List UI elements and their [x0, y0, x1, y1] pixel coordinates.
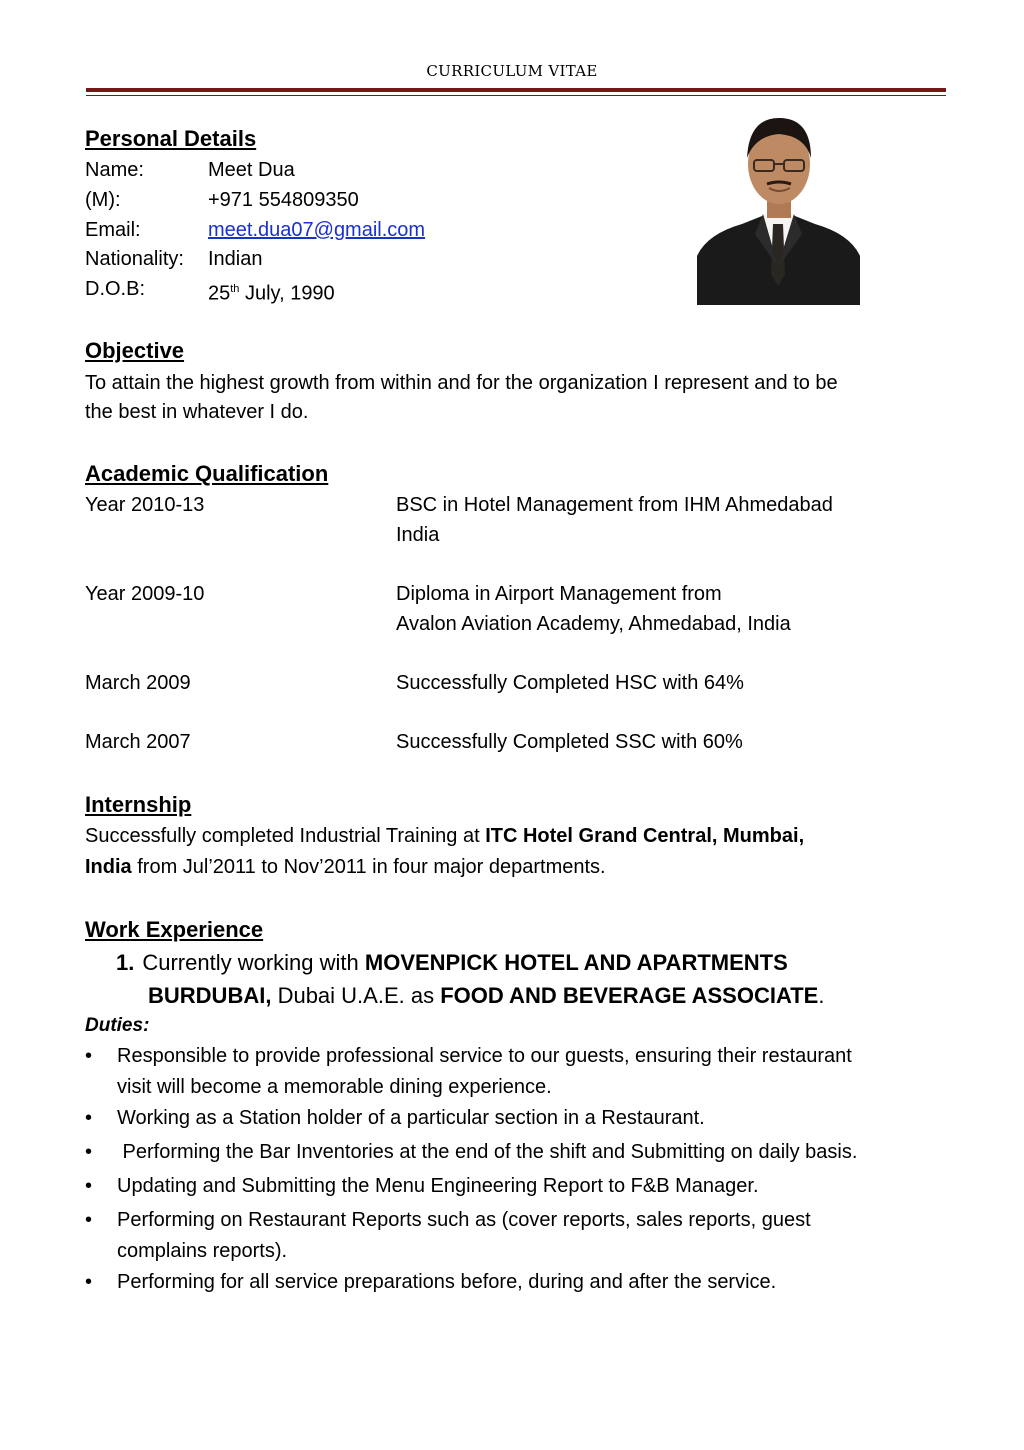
work-experience-heading: Work Experience	[85, 917, 264, 942]
work-item-text: Currently working with	[142, 950, 365, 975]
header-rule-thin	[86, 95, 946, 96]
objective-line-2: the best in whatever I do.	[85, 401, 309, 423]
duty-text: Working as a Station holder of a particular section in a Restaurant.	[117, 1107, 705, 1129]
work-item-location: BURDUBAI,	[148, 983, 272, 1008]
mobile-label: (M):	[85, 189, 121, 211]
document-title: CURRICULUM VITAE	[426, 62, 598, 80]
bullet-icon: •	[85, 1107, 93, 1129]
academic-desc: Diploma in Airport Management from	[396, 583, 722, 605]
internship-hotel: ITC Hotel Grand Central, Mumbai,	[485, 825, 805, 847]
internship-line-1	[85, 825, 804, 848]
duty-text: Performing on Restaurant Reports such as (cover reports, sales reports, guest	[117, 1209, 811, 1231]
mobile-value: +971 554809350	[208, 189, 359, 211]
academic-desc: India	[396, 524, 440, 546]
objective-heading: Objective	[85, 338, 185, 363]
dob-label: D.O.B:	[85, 278, 146, 300]
duties-label: Duties:	[85, 1015, 150, 1036]
work-item-line-1	[116, 950, 788, 976]
duty-text: Updating and Submitting the Menu Engineering Report to F&B Manager.	[117, 1175, 759, 1197]
academic-desc: Successfully Completed SSC with 60%	[396, 731, 743, 753]
academic-year: Year 2009-10	[85, 583, 205, 605]
dob-value	[208, 279, 335, 304]
academic-year: March 2007	[85, 731, 191, 753]
internship-country: India	[85, 856, 132, 878]
academic-heading: Academic Qualification	[85, 461, 329, 486]
email-link[interactable]: meet.dua07@gmail.com	[208, 219, 426, 241]
academic-year: March 2009	[85, 672, 191, 694]
nationality-label: Nationality:	[85, 248, 184, 270]
header-rule-thick	[86, 88, 946, 92]
academic-year: Year 2010-13	[85, 494, 205, 516]
work-item-end: .	[818, 983, 825, 1008]
duty-text: Responsible to provide professional service to our guests, ensuring their restaurant	[117, 1045, 852, 1067]
dob-day: 25	[208, 282, 231, 305]
bullet-icon: •	[85, 1045, 93, 1067]
internship-line-2	[85, 856, 606, 879]
name-value: Meet Dua	[208, 159, 295, 181]
objective-line-1: To attain the highest growth from within and for the organization I represent and to be	[85, 372, 838, 394]
dob-rest: July, 1990	[239, 282, 335, 305]
work-item-employer: MOVENPICK HOTEL AND APARTMENTS	[364, 950, 788, 975]
dob-ordinal: th	[230, 283, 240, 295]
internship-text: Successfully completed Industrial Training at	[85, 825, 486, 847]
internship-period: from Jul’2011 to Nov’2011 in four major departments.	[131, 856, 606, 878]
bullet-icon: •	[85, 1271, 93, 1293]
work-item-line-2	[148, 983, 824, 1009]
duty-text: Performing the Bar Inventories at the end of the shift and Submitting on daily basis.	[117, 1141, 858, 1163]
academic-desc: BSC in Hotel Management from IHM Ahmedabad	[396, 494, 833, 516]
bullet-icon: •	[85, 1141, 93, 1163]
duty-text: Performing for all service preparations before, during and after the service.	[117, 1271, 777, 1293]
profile-photo	[697, 106, 860, 305]
academic-desc: Successfully Completed HSC with 64%	[396, 672, 744, 694]
work-item-role: FOOD AND BEVERAGE ASSOCIATE	[440, 983, 819, 1008]
academic-desc: Avalon Aviation Academy, Ahmedabad, India	[396, 613, 791, 635]
duty-text: complains reports).	[117, 1240, 288, 1262]
bullet-icon: •	[85, 1175, 93, 1197]
portrait-illustration	[697, 106, 860, 305]
name-label: Name:	[85, 159, 144, 181]
internship-heading: Internship	[85, 792, 192, 817]
bullet-icon: •	[85, 1209, 93, 1231]
duty-text: visit will become a memorable dining experience.	[117, 1076, 552, 1098]
email-label: Email:	[85, 219, 141, 241]
nationality-value: Indian	[208, 248, 263, 270]
personal-details-heading: Personal Details	[85, 126, 257, 151]
work-item-city: Dubai U.A.E. as	[271, 983, 441, 1008]
work-item-number: 1.	[116, 950, 135, 975]
